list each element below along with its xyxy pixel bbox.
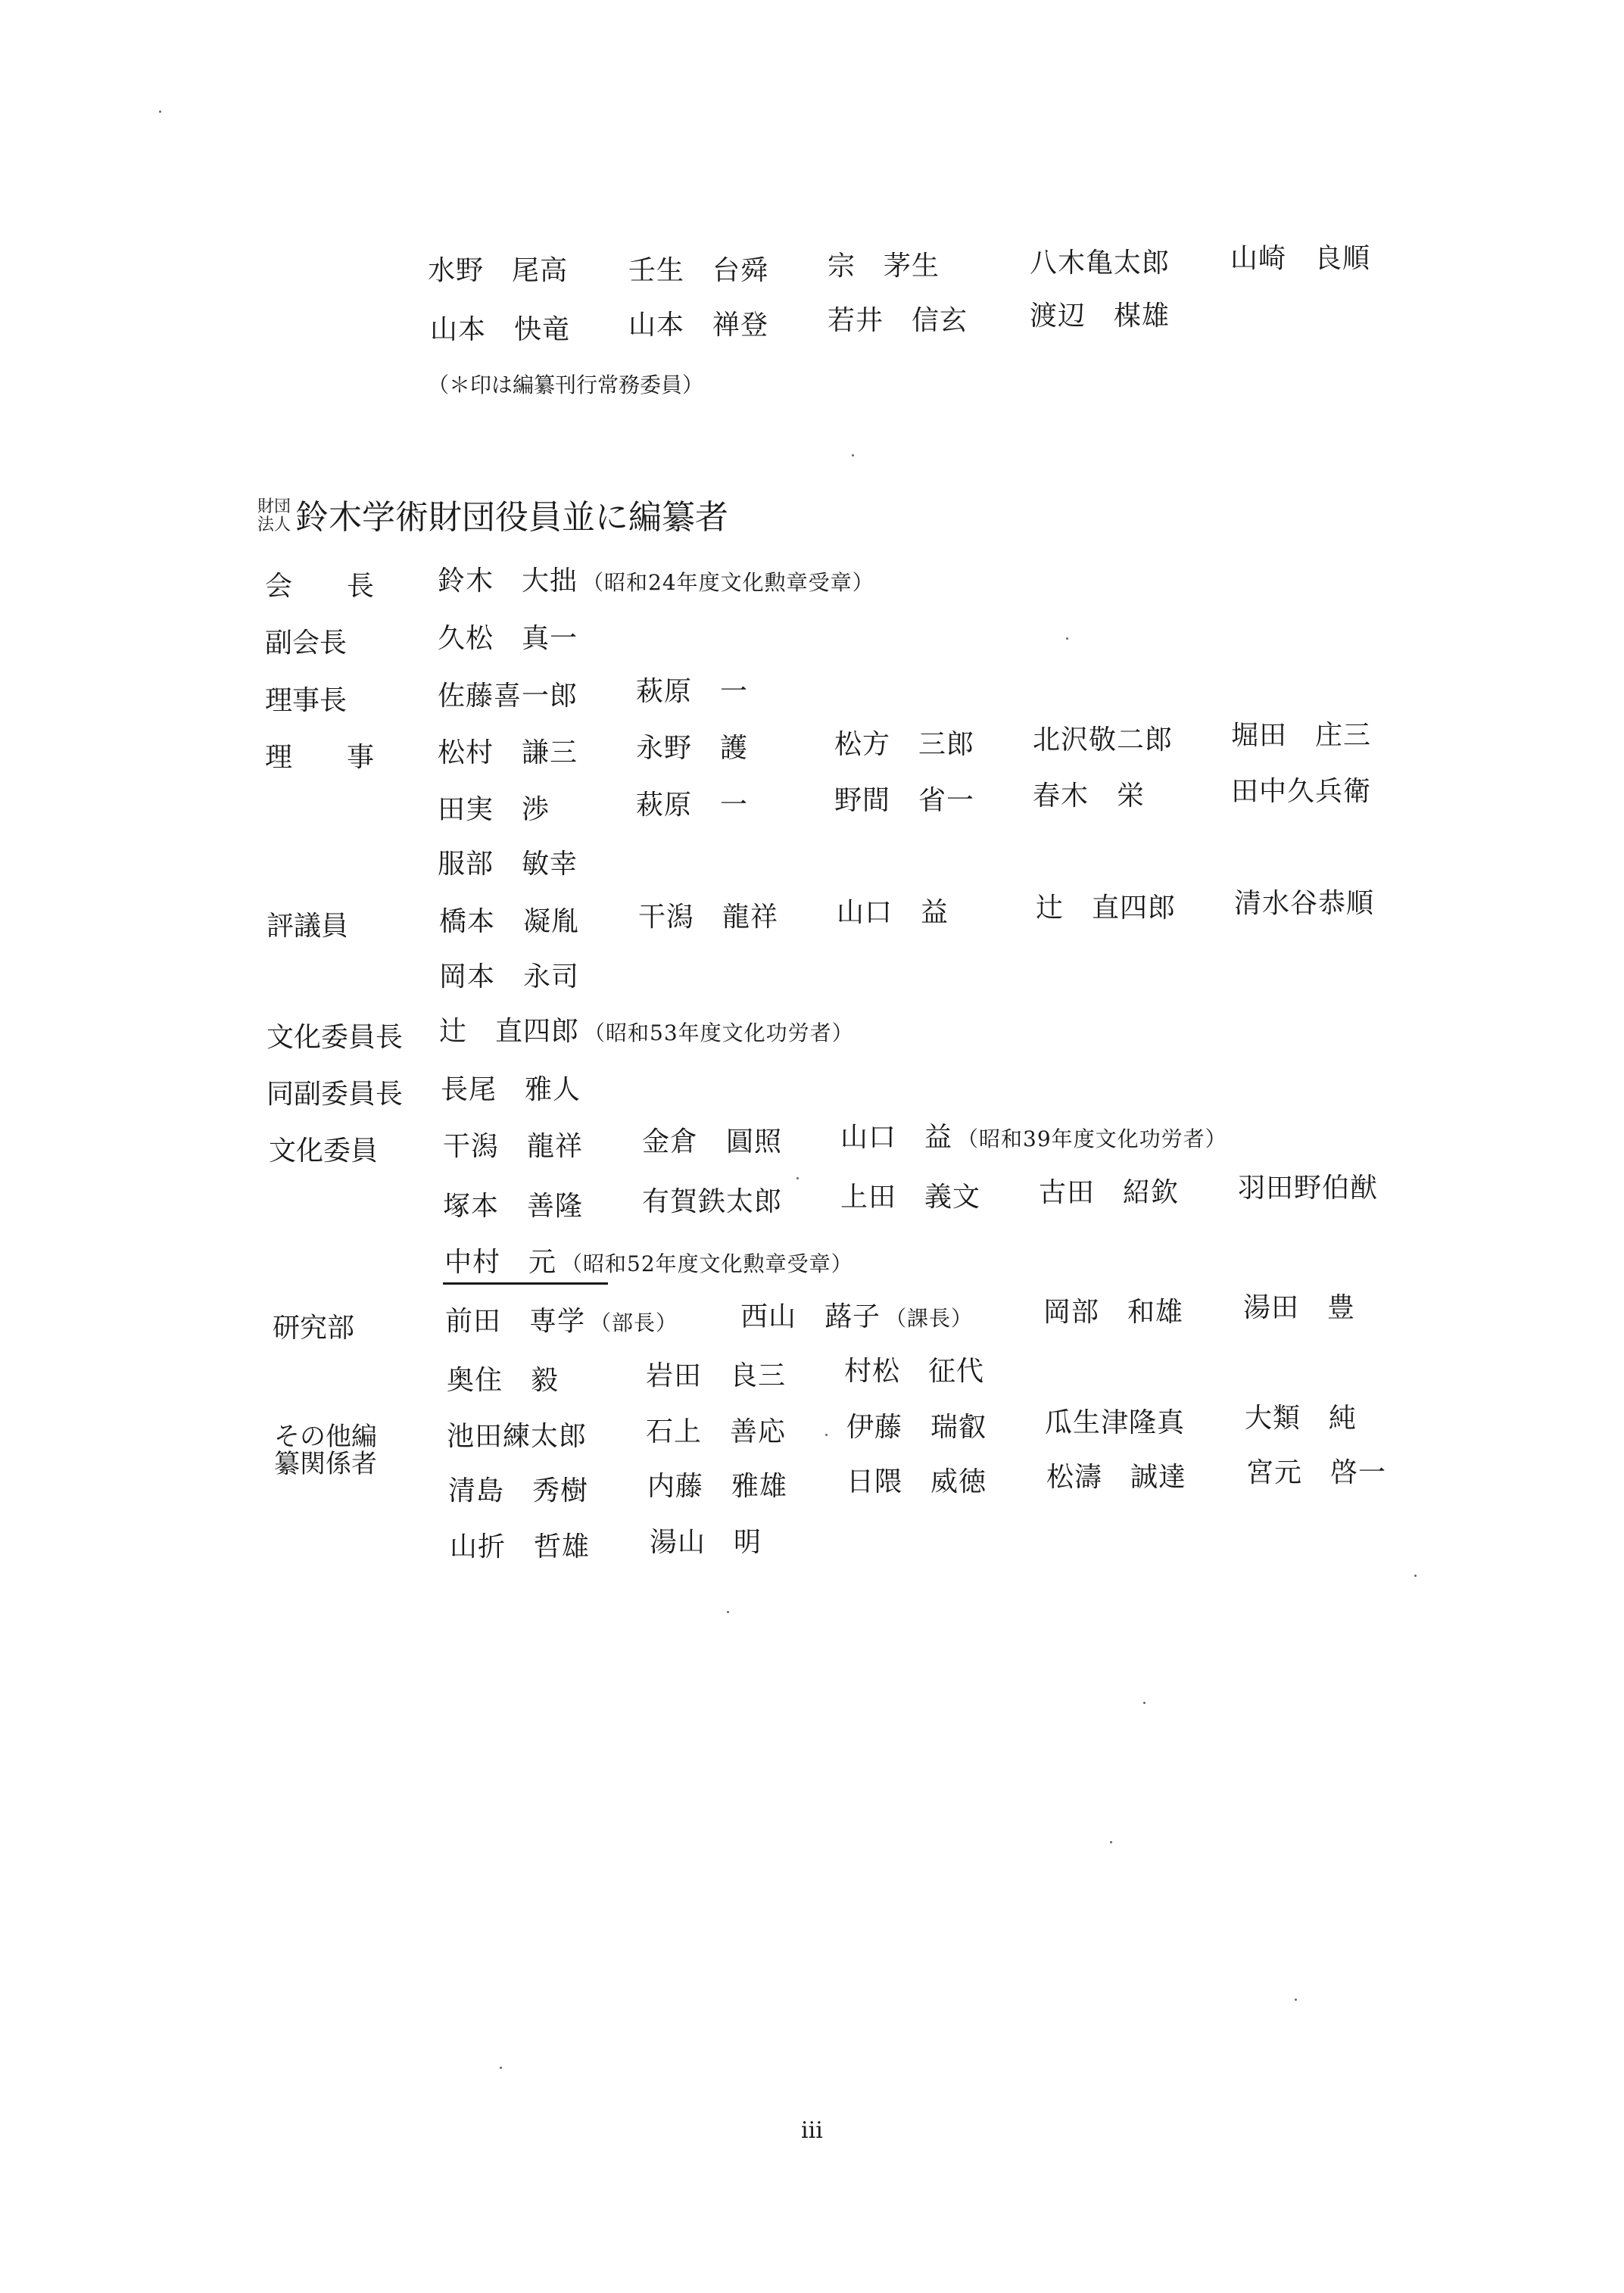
role-label-kenkyubu: 研究部 <box>273 1313 355 1344</box>
role-label-line: その他編 <box>274 1422 377 1452</box>
name-entry: 伊藤 瑞叡 <box>846 1412 987 1443</box>
name-entry: 水野 尾高 <box>428 255 569 286</box>
name-entry: 松村 謙三 <box>438 737 578 768</box>
scan-speck <box>796 1177 799 1179</box>
name-entry: 羽田野伯猷 <box>1238 1173 1379 1204</box>
name-entry: 萩原 一 <box>636 790 749 821</box>
scan-speck <box>1414 1575 1417 1577</box>
name-entry: 塚本 善隆 <box>443 1191 584 1222</box>
name-entry: 干潟 龍祥 <box>638 902 779 933</box>
scan-speck <box>727 1611 729 1613</box>
committee-note: （＊印は編纂刊行常務委員） <box>428 372 704 397</box>
name-entry: 山折 哲雄 <box>450 1531 591 1562</box>
role-entry-nakamura <box>444 1249 853 1276</box>
name-entry: 上田 義文 <box>840 1182 981 1213</box>
name-entry: 八木亀太郎 <box>1030 248 1170 279</box>
name-entry: 松濤 誠達 <box>1046 1462 1187 1493</box>
award-note: （昭和24年度文化勲章受章） <box>582 570 874 595</box>
name-entry: 田中久兵衛 <box>1231 776 1372 807</box>
position-note: （課長） <box>885 1306 974 1331</box>
name-entry: 内藤 雅雄 <box>647 1471 788 1502</box>
name-entry: 宮元 啓一 <box>1246 1457 1387 1488</box>
name-entry: 久松 真一 <box>438 623 578 654</box>
scan-speck <box>852 454 854 456</box>
award-note: （昭和53年度文化功労者） <box>584 1020 854 1045</box>
name-entry: 古田 紹欽 <box>1039 1177 1180 1208</box>
role-entry-kaicho <box>438 565 874 597</box>
name-entry: 池田練太郎 <box>447 1421 588 1452</box>
name-entry: 前田 専学 <box>445 1306 586 1337</box>
name-entry: 干潟 龍祥 <box>443 1131 584 1162</box>
name-entry: 石上 善応 <box>646 1416 787 1447</box>
name-entry: 西山 蕗子 <box>740 1301 881 1332</box>
name-entry: 山口 益 <box>837 897 949 928</box>
scan-speck <box>1295 1999 1297 2001</box>
name-entry: 金倉 圓照 <box>642 1126 783 1157</box>
name-entry: 辻 直四郎 <box>1036 893 1177 924</box>
name-entry: 萩原 一 <box>636 676 749 707</box>
name-entry: 永野 護 <box>636 733 749 764</box>
name-entry: 岡本 永司 <box>439 961 580 992</box>
role-label-bunka-iincho: 文化委員長 <box>267 1022 404 1053</box>
award-note: （昭和39年度文化功労者） <box>957 1126 1227 1151</box>
underline-mark <box>443 1282 608 1285</box>
scan-speck <box>1143 1702 1146 1704</box>
scan-speck <box>159 111 161 113</box>
role-label-kaicho: 会 長 <box>265 571 375 602</box>
research-entry <box>445 1308 678 1335</box>
name-entry: 山本 禅登 <box>628 310 769 341</box>
position-note: （部長） <box>590 1310 678 1335</box>
name-entry: 壬生 台舜 <box>628 255 769 286</box>
role-label-do-fuku-iincho: 同副委員長 <box>267 1079 404 1110</box>
scan-speck <box>1066 637 1068 640</box>
role-label-fuku-kaicho: 副会長 <box>265 628 348 659</box>
name-entry: 佐藤喜一郎 <box>438 681 578 712</box>
name-entry: 瓜生津隆真 <box>1045 1407 1186 1438</box>
name-entry: 渡辺 楳雄 <box>1030 301 1170 332</box>
scan-speck <box>1110 1841 1112 1843</box>
role-entry-bunka-iin-note <box>840 1124 1227 1151</box>
name-entry: 湯山 明 <box>650 1527 762 1558</box>
name-entry: 中村 元 <box>444 1247 557 1278</box>
page-number: iii <box>801 2117 823 2144</box>
section-heading <box>257 497 729 537</box>
name-entry: 村松 征代 <box>844 1356 985 1387</box>
name-entry: 山崎 良順 <box>1230 243 1371 274</box>
heading-title: 鈴木学術財団役員並に編纂者 <box>295 498 729 537</box>
role-label-hyogiin: 評議員 <box>267 911 349 942</box>
name-entry: 岩田 良三 <box>646 1360 787 1391</box>
name-entry: 野間 省一 <box>834 785 975 816</box>
name-entry: 山口 益 <box>840 1122 953 1153</box>
scan-speck <box>825 1434 828 1436</box>
name-entry: 橋本 凝胤 <box>439 906 580 937</box>
award-note: （昭和52年度文化勲章受章） <box>561 1251 853 1276</box>
role-label-line: 纂関係者 <box>274 1449 377 1479</box>
scan-speck <box>500 2067 502 2069</box>
name-entry: 清水谷恭順 <box>1234 888 1375 919</box>
name-entry: 鈴木 大拙 <box>438 565 578 597</box>
role-label-bunka-iin: 文化委員 <box>269 1136 379 1167</box>
name-entry: 服部 敏幸 <box>438 849 578 880</box>
name-entry: 田実 渉 <box>438 794 550 825</box>
name-entry: 岡部 和雄 <box>1043 1297 1184 1328</box>
name-entry: 北沢敬二郎 <box>1033 724 1174 756</box>
heading-prefix: 財団 法人 <box>257 497 291 534</box>
name-entry: 日隈 威徳 <box>846 1466 987 1497</box>
role-label-sonota <box>274 1423 377 1478</box>
name-entry: 松方 三郎 <box>834 729 975 760</box>
name-entry: 長尾 雅人 <box>441 1074 581 1105</box>
name-entry: 大類 純 <box>1245 1403 1357 1434</box>
name-entry: 宗 茅生 <box>828 251 940 282</box>
role-label-rijicho: 理事長 <box>265 685 348 716</box>
name-entry: 奥住 毅 <box>447 1365 560 1396</box>
name-entry: 若井 信玄 <box>828 305 968 336</box>
name-entry: 辻 直四郎 <box>439 1016 580 1047</box>
name-entry: 有賀鉄太郎 <box>642 1186 783 1217</box>
role-entry-bunka-iincho <box>439 1018 854 1045</box>
name-entry: 清島 秀樹 <box>448 1475 589 1506</box>
role-label-riji: 理 事 <box>265 742 375 773</box>
research-entry <box>740 1301 974 1332</box>
name-entry: 春木 栄 <box>1033 780 1146 812</box>
name-entry: 堀田 庄三 <box>1231 720 1372 751</box>
name-entry: 湯田 豊 <box>1243 1292 1356 1323</box>
name-entry: 山本 快竜 <box>430 314 571 345</box>
